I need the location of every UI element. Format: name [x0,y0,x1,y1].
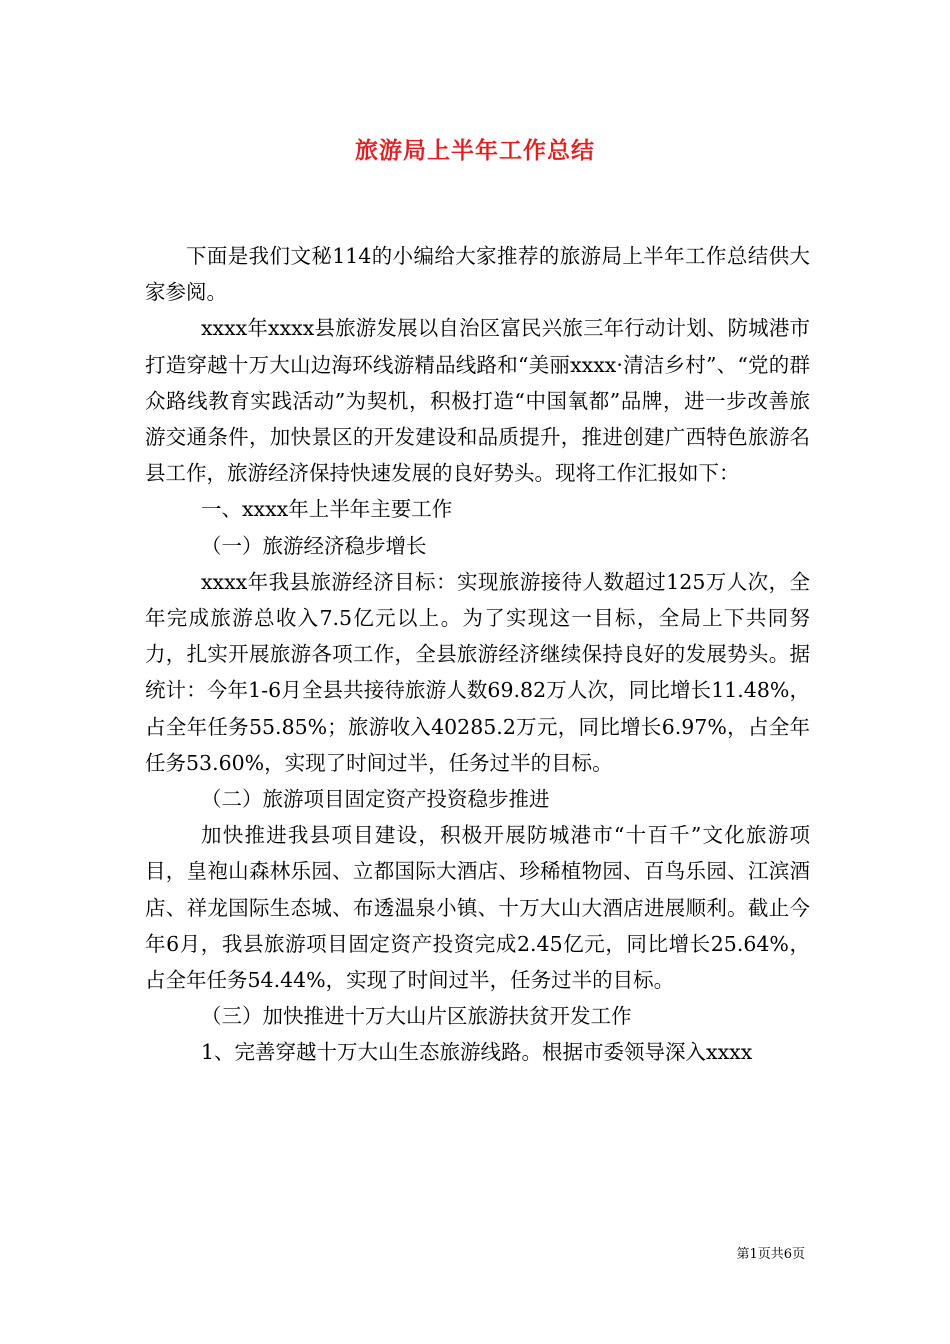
intro-paragraph: 下面是我们文秘114的小编给大家推荐的旅游局上半年工作总结供大家参阅。 [145,244,810,305]
subsection-heading-3: （三）加快推进十万大山片区旅游扶贫开发工作 [201,1004,632,1029]
subsection-heading-1: （一）旅游经济稳步增长 [201,533,427,558]
investment-paragraph: 加快推进我县项目建设，积极开展防城港市“十百千”文化旅游项目，皇袍山森林乐园、立都国际大酒店、珍稀植物园、百鸟乐园、江滨酒店、祥龙国际生态城、布透温泉小镇、十万大山大酒店进展顺利。截止今年6月，我县旅游项目固定资产投资完成2.45亿元，同比增长25.64%，占全年任务54.44%，实现了时间过半，任务过半的目标。 [145,823,810,993]
route-paragraph: 1、完善穿越十万大山生态旅游线路。根据市委领导深入xxxx [201,1040,753,1065]
subsection-heading-2: （二）旅游项目固定资产投资稳步推进 [201,787,550,812]
section-heading-1: 一、xxxx年上半年主要工作 [201,497,453,522]
page-number: 第1页共6页 [736,1247,805,1262]
document-title: 旅游局上半年工作总结 [355,137,595,164]
tourism-economy-paragraph: xxxx年我县旅游经济目标：实现旅游接待人数超过125万人次，全年完成旅游总收入7.5亿元以上。为了实现这一目标，全局上下共同努力，扎实开展旅游各项工作，全县旅游经济继续保持良好的发展势头。据统计：今年1-6月全县共接待旅游人数69.82万人次，同比增长11.48%，占全年任务55.85%；旅游收入40285.2万元，同比增长6.97%，占全年任务53.60%，实现了时间过半，任务过半的目标。 [145,569,810,775]
document-body [145,238,810,1071]
overview-paragraph: xxxx年xxxx县旅游发展以自治区富民兴旅三年行动计划、防城港市打造穿越十万大山边海环线游精品线路和“美丽xxxx·清洁乡村”、“党的群众路线教育实践活动”为契机，积极打造“中国氧都”品牌，进一步改善旅游交通条件，加快景区的开发建设和品质提升，推进创建广西特色旅游名县工作，旅游经济保持快速发展的良好势头。现将工作汇报如下： [145,316,810,486]
